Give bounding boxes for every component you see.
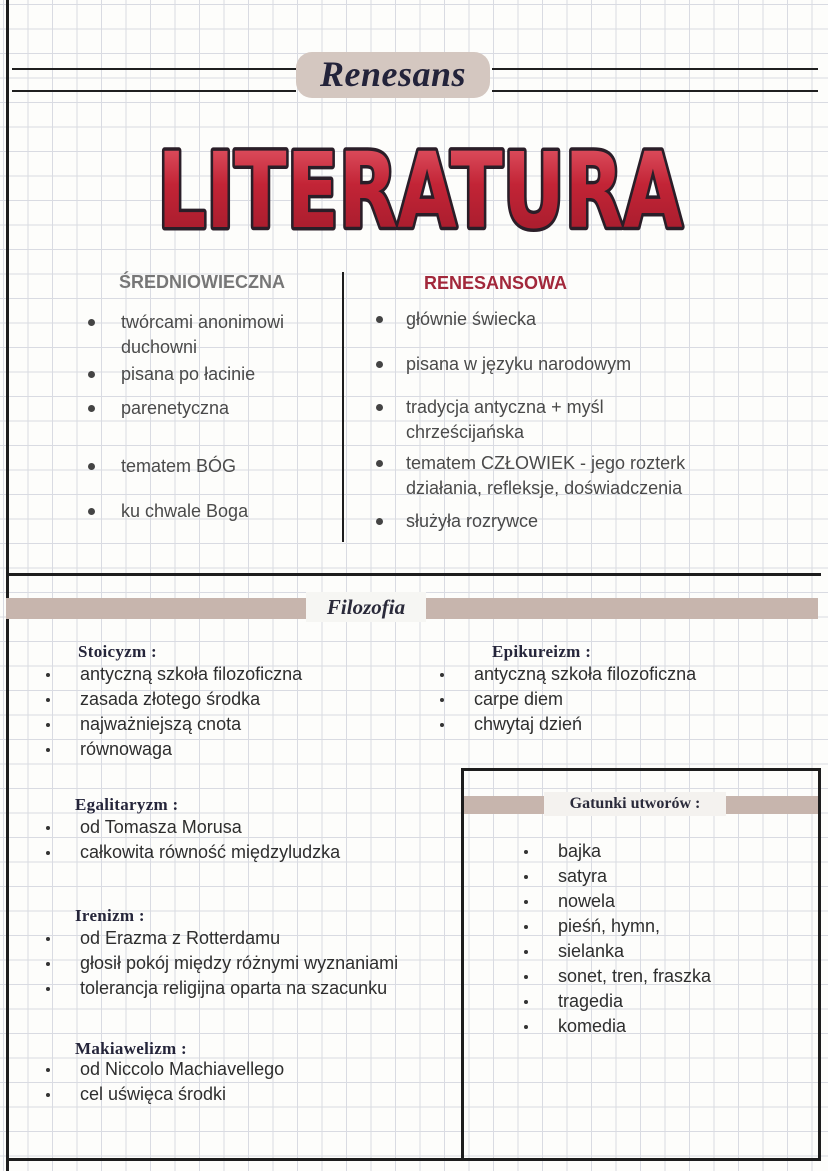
bullet-icon	[46, 748, 50, 752]
list-item: bajka	[558, 841, 602, 861]
irenizm-title: Irenizm :	[75, 906, 145, 925]
list-item: sielanka	[558, 941, 625, 961]
list-item: chrześcijańska	[406, 422, 525, 442]
list-item: pieśń, hymn,	[558, 916, 661, 936]
egalitaryzm-title: Egalitaryzm :	[75, 795, 179, 814]
bullet-icon	[376, 316, 383, 323]
bullet-icon	[46, 1093, 50, 1097]
col-heading-sredniowieczna: ŚREDNIOWIECZNA	[119, 272, 285, 292]
header-rule-left-top	[12, 68, 296, 70]
list-item: twórcami anonimowi	[121, 312, 285, 332]
list-item: antyczną szkoła filozoficzna	[80, 664, 303, 684]
gatunki-border-left	[461, 768, 464, 1160]
bullet-icon	[376, 518, 383, 525]
bullet-icon	[376, 361, 383, 368]
list-item: cel uświęca środki	[80, 1084, 227, 1104]
list-item: chwytaj dzień	[474, 714, 583, 734]
list-item: pisana po łacinie	[121, 364, 256, 384]
bullet-icon	[46, 987, 50, 991]
bullet-icon	[88, 405, 95, 412]
gatunki-title: Gatunki utworów :	[544, 792, 726, 816]
bullet-icon	[524, 875, 528, 879]
bullet-icon	[46, 723, 50, 727]
bullet-icon	[524, 975, 528, 979]
bullet-icon	[524, 1000, 528, 1004]
bullet-icon	[376, 404, 383, 411]
list-item: antyczną szkoła filozoficzna	[474, 664, 697, 684]
bullet-icon	[46, 1068, 50, 1072]
list-item: satyra	[558, 866, 608, 886]
list-item: duchowni	[121, 337, 198, 357]
bullet-icon	[524, 850, 528, 854]
banner-text: LITERATURA	[157, 130, 683, 252]
list-item: całkowita równość międzyludzka	[80, 842, 341, 862]
list-item: tradycja antyczna + myśl	[406, 397, 604, 417]
list-item: tematem CZŁOWIEK - jego rozterk	[406, 453, 686, 473]
literatura-banner	[150, 125, 690, 250]
bullet-icon	[46, 826, 50, 830]
column-divider	[342, 272, 344, 542]
page-title: Renesans	[319, 54, 467, 94]
page-border-right	[818, 768, 821, 1160]
header-rule-right-bottom	[492, 90, 818, 92]
list-item: komedia	[558, 1016, 627, 1036]
list-item: zasada złotego środka	[80, 689, 261, 709]
bullet-icon	[46, 851, 50, 855]
list-item: równowaga	[80, 739, 173, 759]
bullet-icon	[46, 937, 50, 941]
list-item: głównie świecka	[406, 309, 537, 329]
list-item: od Tomasza Morusa	[80, 817, 242, 837]
bullet-icon	[88, 508, 95, 515]
list-item: głosił pokój między różnymi wyznaniami	[80, 953, 399, 973]
makiawelizm-title: Makiawelizm :	[75, 1039, 188, 1058]
gatunki-border-top	[461, 768, 821, 771]
list-item: pisana w języku narodowym	[406, 354, 632, 374]
list-item: nowela	[558, 891, 616, 911]
bullet-icon	[88, 371, 95, 378]
page-border-bottom	[6, 1158, 821, 1161]
bullet-icon	[88, 319, 95, 326]
header-rule-left-bottom	[12, 90, 296, 92]
bullet-icon	[46, 698, 50, 702]
list-item: ku chwale Boga	[121, 501, 249, 521]
header-rule-right-top	[492, 68, 818, 70]
bullet-icon	[376, 460, 383, 467]
list-item: służyła rozrywce	[406, 511, 539, 531]
list-item: tragedia	[558, 991, 624, 1011]
bullet-icon	[440, 673, 444, 677]
epikureizm-title: Epikureizm :	[492, 642, 592, 661]
section-divider	[6, 573, 821, 576]
list-item: od Niccolo Machiavellego	[80, 1059, 285, 1079]
bullet-icon	[524, 1025, 528, 1029]
list-item: najważniejszą cnota	[80, 714, 242, 734]
page-border-left	[6, 0, 9, 1171]
list-item: tematem BÓG	[121, 456, 237, 476]
bullet-icon	[524, 950, 528, 954]
bullet-icon	[524, 925, 528, 929]
list-item: działania, refleksje, doświadczenia	[406, 478, 683, 498]
bullet-icon	[88, 463, 95, 470]
bullet-icon	[46, 673, 50, 677]
list-item: carpe diem	[474, 689, 564, 709]
stoicyzm-title: Stoicyzm :	[78, 642, 158, 661]
col-heading-renesansowa: RENESANSOWA	[424, 273, 568, 293]
bullet-icon	[524, 900, 528, 904]
filozofia-title: Filozofia	[306, 592, 426, 622]
list-item: parenetyczna	[121, 398, 230, 418]
list-item: od Erazma z Rotterdamu	[80, 928, 281, 948]
bullet-icon	[440, 698, 444, 702]
bullet-icon	[46, 962, 50, 966]
list-item: tolerancja religijna oparta na szacunku	[80, 978, 388, 998]
list-item: sonet, tren, fraszka	[558, 966, 712, 986]
bullet-icon	[440, 723, 444, 727]
